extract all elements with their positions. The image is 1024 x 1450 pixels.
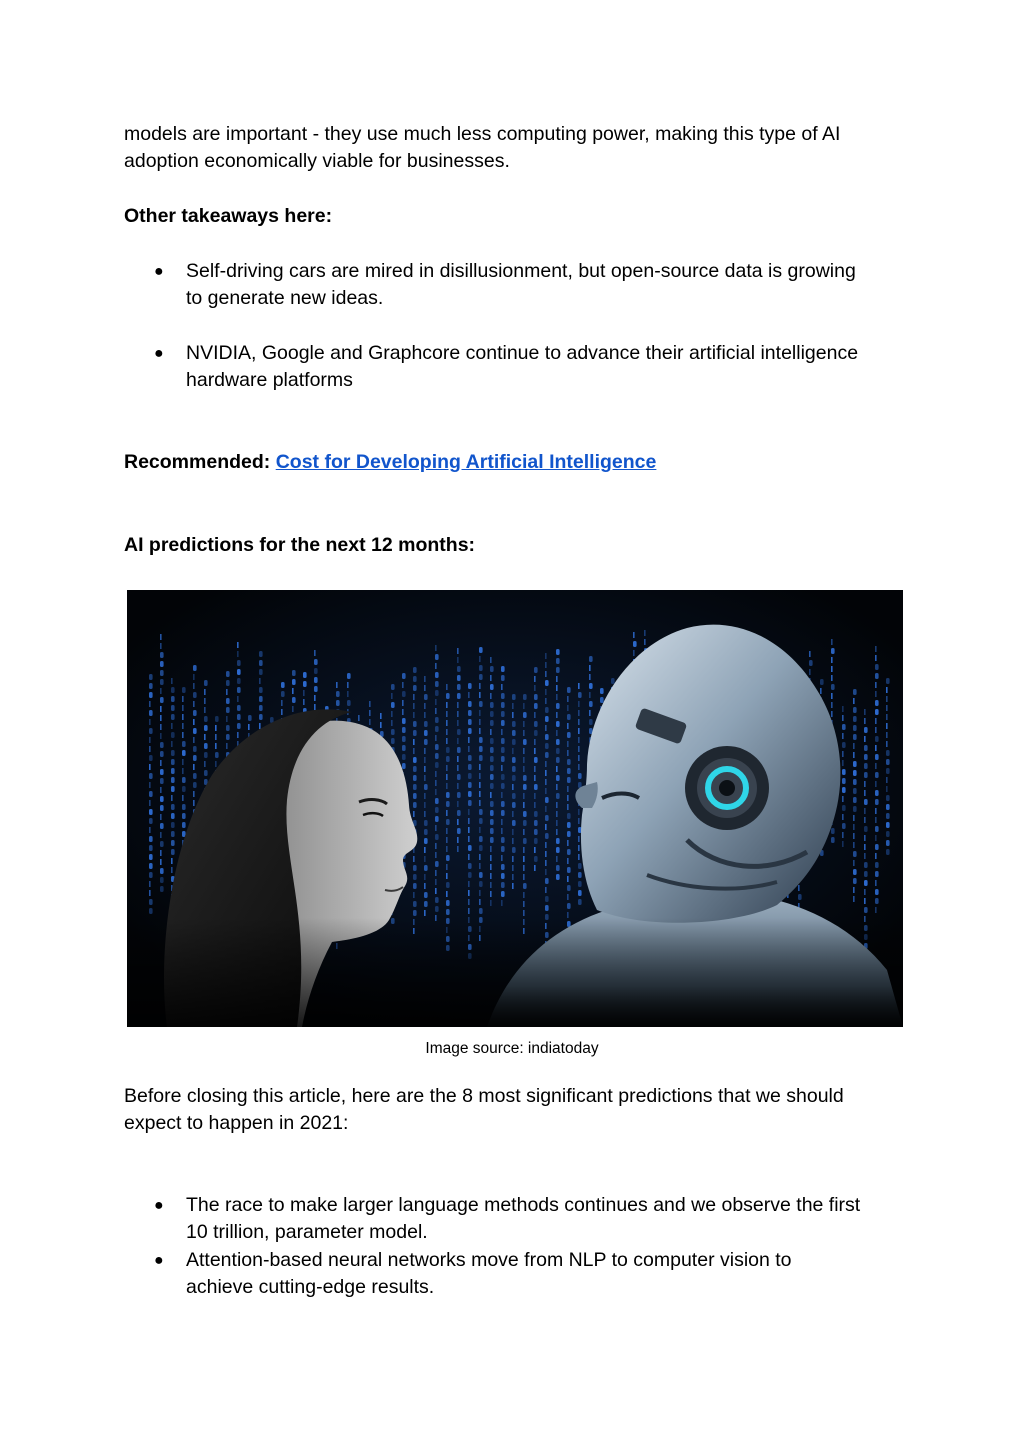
bullet-icon: ● (154, 1252, 164, 1269)
list-item-line: 10 trillion, parameter model. (186, 1221, 428, 1243)
image-caption: Image source: indiatoday (425, 1040, 599, 1057)
closing-line-2: expect to happen in 2021: (124, 1112, 349, 1134)
intro-line-1: models are important - they use much less computing power, making this type of AI (124, 123, 841, 145)
list-item-line: The race to make larger language methods continues and we observe the first (186, 1194, 861, 1216)
list-item-text (186, 1192, 916, 1246)
list-item-line: Self-driving cars are mired in disillusionment, but open-source data is growing (186, 260, 856, 282)
ai-illustration-svg (127, 590, 903, 1027)
list-item-text (186, 1247, 916, 1301)
recommended-line (124, 449, 914, 476)
recommended-label: Recommended: (124, 451, 271, 473)
intro-paragraph (124, 121, 914, 175)
bullet-icon: ● (154, 1197, 164, 1214)
takeaways-heading: Other takeaways here: (124, 205, 333, 227)
closing-line-1: Before closing this article, here are the 8 most significant predictions that we should (124, 1085, 844, 1107)
recommended-link[interactable]: Cost for Developing Artificial Intelligence (275, 451, 657, 473)
list-item-text (186, 258, 916, 312)
ai-illustration-image (127, 590, 903, 1027)
predictions-heading: AI predictions for the next 12 months: (124, 534, 476, 556)
intro-line-2: adoption economically viable for businesses. (124, 150, 510, 172)
list-item-line: to generate new ideas. (186, 287, 384, 309)
list-item-line: NVIDIA, Google and Graphcore continue to advance their artificial intelligence (186, 342, 859, 364)
list-item-text (186, 340, 916, 394)
list-item-line: achieve cutting-edge results. (186, 1276, 435, 1298)
list-item-line: Attention-based neural networks move from NLP to computer vision to (186, 1249, 792, 1271)
bullet-icon: ● (154, 345, 164, 362)
list-item-line: hardware platforms (186, 369, 353, 391)
closing-paragraph (124, 1083, 914, 1137)
bullet-icon: ● (154, 263, 164, 280)
